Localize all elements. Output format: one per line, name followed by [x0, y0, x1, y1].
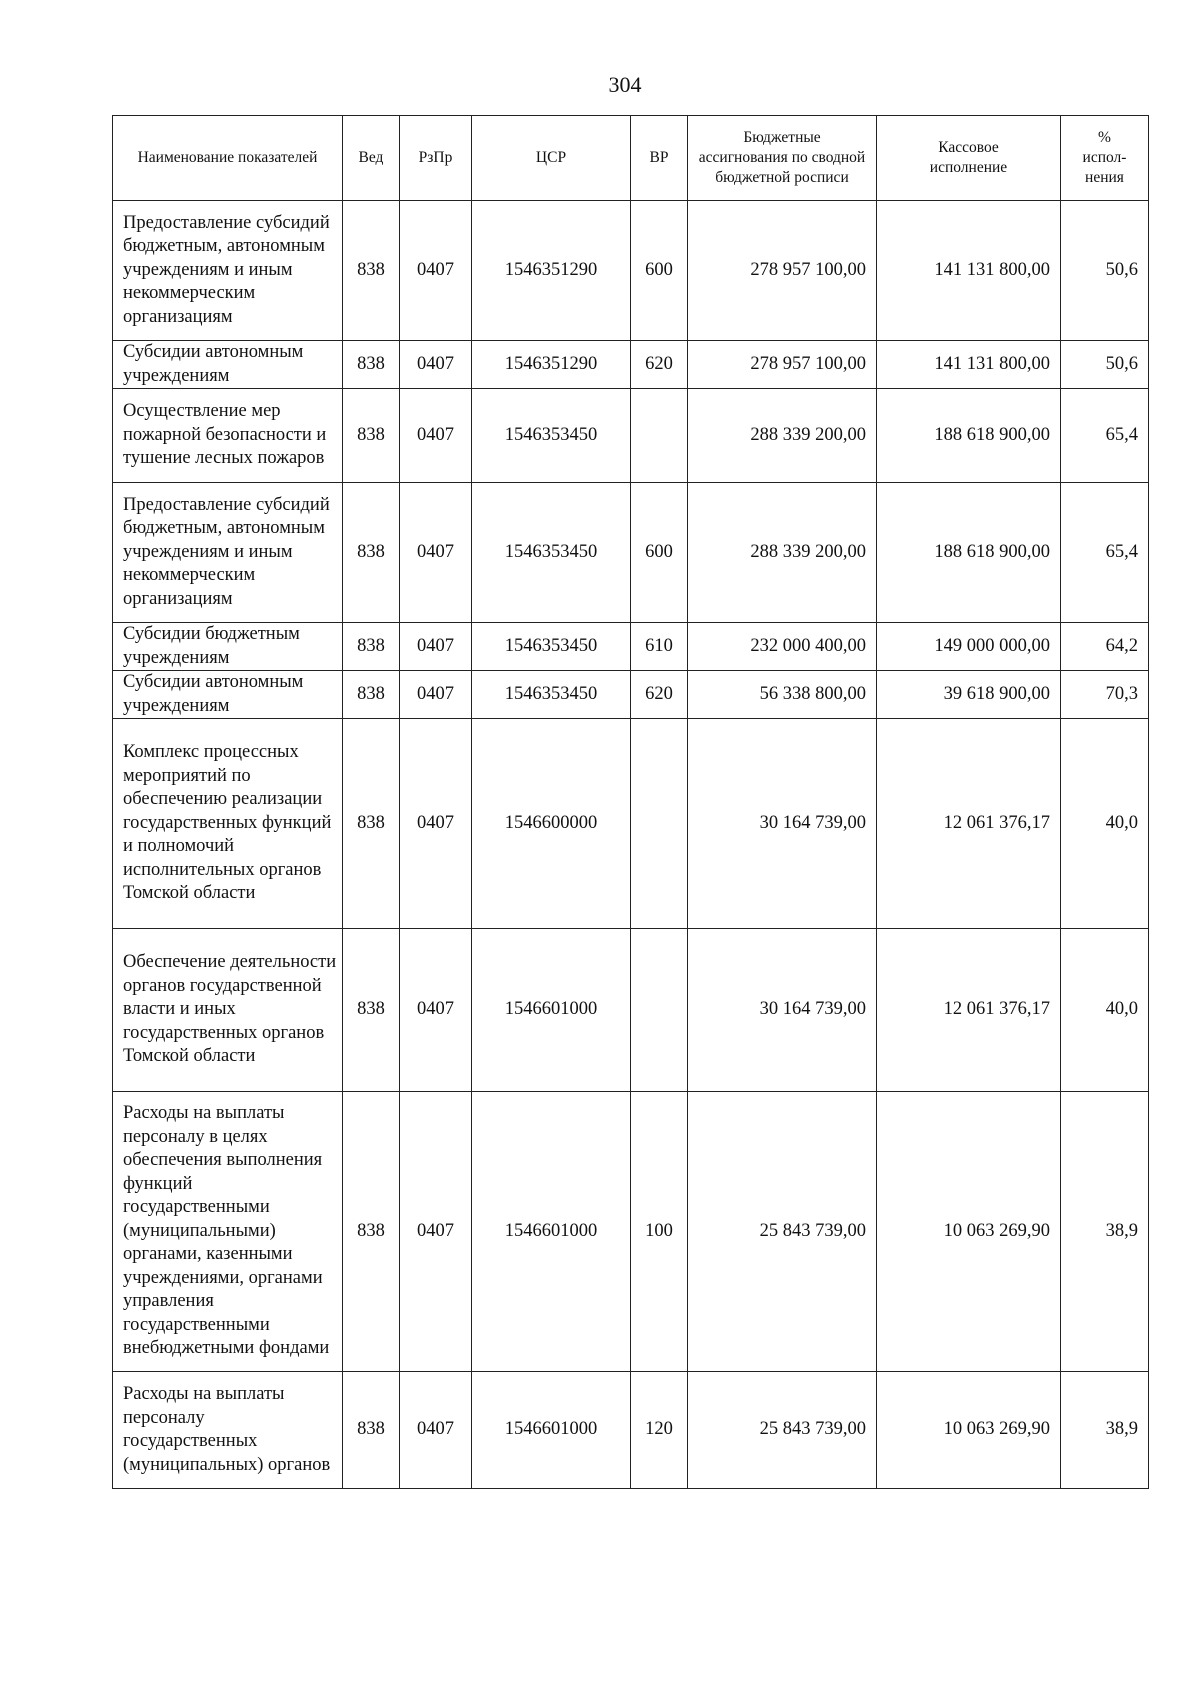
cell-name: Расходы на выплаты персоналу государственных (муниципальных) органов	[113, 1372, 343, 1489]
cell-name: Обеспечение деятельности органов государственной власти и иных государственных органов Томской области	[113, 929, 343, 1092]
cell-cash: 141 131 800,00	[877, 341, 1061, 389]
cell-cash: 141 131 800,00	[877, 201, 1061, 341]
cell-percent: 65,4	[1061, 389, 1149, 483]
cell-ved: 838	[343, 1092, 400, 1372]
cell-rzpr: 0407	[400, 719, 472, 929]
cell-vr: 600	[631, 201, 688, 341]
cell-csr: 1546601000	[472, 1092, 631, 1372]
cell-rzpr: 0407	[400, 929, 472, 1092]
cell-percent: 50,6	[1061, 341, 1149, 389]
cell-rzpr: 0407	[400, 483, 472, 623]
cell-budget: 30 164 739,00	[688, 929, 877, 1092]
cell-name: Субсидии бюджетным учреждениям	[113, 623, 343, 671]
cell-csr: 1546351290	[472, 341, 631, 389]
cell-csr: 1546353450	[472, 623, 631, 671]
cell-budget: 25 843 739,00	[688, 1092, 877, 1372]
cell-budget: 56 338 800,00	[688, 671, 877, 719]
cell-csr: 1546353450	[472, 671, 631, 719]
cell-rzpr: 0407	[400, 341, 472, 389]
table-row	[113, 1372, 1149, 1489]
cell-rzpr: 0407	[400, 389, 472, 483]
cell-percent: 40,0	[1061, 719, 1149, 929]
header-cash: Кассовое исполнение	[877, 116, 1061, 201]
cell-budget: 278 957 100,00	[688, 341, 877, 389]
cell-rzpr: 0407	[400, 1092, 472, 1372]
cell-vr: 620	[631, 671, 688, 719]
cell-budget: 25 843 739,00	[688, 1372, 877, 1489]
cell-cash: 149 000 000,00	[877, 623, 1061, 671]
cell-rzpr: 0407	[400, 201, 472, 341]
table-body	[113, 201, 1149, 1489]
cell-budget: 288 339 200,00	[688, 483, 877, 623]
cell-vr: 620	[631, 341, 688, 389]
table-row	[113, 623, 1149, 671]
cell-name: Субсидии автономным учреждениям	[113, 671, 343, 719]
table-row	[113, 719, 1149, 929]
cell-ved: 838	[343, 341, 400, 389]
cell-csr: 1546601000	[472, 929, 631, 1092]
header-percent: % испол-нения	[1061, 116, 1149, 201]
cell-percent: 50,6	[1061, 201, 1149, 341]
cell-vr: 610	[631, 623, 688, 671]
cell-budget: 232 000 400,00	[688, 623, 877, 671]
cell-ved: 838	[343, 201, 400, 341]
table-header-row	[113, 116, 1149, 201]
cell-name: Комплекс процессных мероприятий по обеспечению реализации государственных функций и полномочий исполнительных органов Томской области	[113, 719, 343, 929]
cell-csr: 1546601000	[472, 1372, 631, 1489]
cell-cash: 39 618 900,00	[877, 671, 1061, 719]
cell-csr: 1546600000	[472, 719, 631, 929]
cell-percent: 40,0	[1061, 929, 1149, 1092]
cell-ved: 838	[343, 671, 400, 719]
table-row	[113, 929, 1149, 1092]
cell-percent: 38,9	[1061, 1092, 1149, 1372]
cell-cash: 188 618 900,00	[877, 389, 1061, 483]
cell-ved: 838	[343, 483, 400, 623]
cell-budget: 288 339 200,00	[688, 389, 877, 483]
header-budget: Бюджетные ассигнования по сводной бюджетной росписи	[688, 116, 877, 201]
page-number: 304	[608, 72, 642, 97]
cell-percent: 70,3	[1061, 671, 1149, 719]
cell-budget: 278 957 100,00	[688, 201, 877, 341]
cell-name: Субсидии автономным учреждениям	[113, 341, 343, 389]
cell-budget: 30 164 739,00	[688, 719, 877, 929]
table-row	[113, 389, 1149, 483]
cell-vr	[631, 389, 688, 483]
cell-percent: 38,9	[1061, 1372, 1149, 1489]
header-name: Наименование показателей	[113, 116, 343, 201]
header-csr: ЦСР	[472, 116, 631, 201]
cell-cash: 10 063 269,90	[877, 1092, 1061, 1372]
cell-vr: 600	[631, 483, 688, 623]
cell-vr: 120	[631, 1372, 688, 1489]
cell-cash: 12 061 376,17	[877, 929, 1061, 1092]
cell-name: Предоставление субсидий бюджетным, автономным учреждениям и иным некоммерческим организациям	[113, 483, 343, 623]
cell-percent: 65,4	[1061, 483, 1149, 623]
cell-vr	[631, 929, 688, 1092]
cell-cash: 10 063 269,90	[877, 1372, 1061, 1489]
cell-csr: 1546351290	[472, 201, 631, 341]
cell-ved: 838	[343, 623, 400, 671]
budget-execution-table	[112, 115, 1149, 1489]
cell-ved: 838	[343, 389, 400, 483]
cell-vr: 100	[631, 1092, 688, 1372]
table-row	[113, 1092, 1149, 1372]
cell-rzpr: 0407	[400, 623, 472, 671]
cell-ved: 838	[343, 929, 400, 1092]
cell-cash: 188 618 900,00	[877, 483, 1061, 623]
table-row	[113, 201, 1149, 341]
cell-name: Осуществление мер пожарной безопасности и тушение лесных пожаров	[113, 389, 343, 483]
cell-ved: 838	[343, 1372, 400, 1489]
header-vr: ВР	[631, 116, 688, 201]
table-row	[113, 671, 1149, 719]
cell-name: Предоставление субсидий бюджетным, автономным учреждениям и иным некоммерческим организациям	[113, 201, 343, 341]
cell-vr	[631, 719, 688, 929]
table-row	[113, 341, 1149, 389]
table-row	[113, 483, 1149, 623]
cell-ved: 838	[343, 719, 400, 929]
header-ved: Вед	[343, 116, 400, 201]
header-rzpr: РзПр	[400, 116, 472, 201]
cell-csr: 1546353450	[472, 389, 631, 483]
cell-csr: 1546353450	[472, 483, 631, 623]
cell-percent: 64,2	[1061, 623, 1149, 671]
cell-cash: 12 061 376,17	[877, 719, 1061, 929]
cell-rzpr: 0407	[400, 1372, 472, 1489]
cell-rzpr: 0407	[400, 671, 472, 719]
cell-name: Расходы на выплаты персоналу в целях обеспечения выполнения функций государственными (муниципальными) органами, казенными учреждениями, органами управления государственными внебюджетными фондами	[113, 1092, 343, 1372]
